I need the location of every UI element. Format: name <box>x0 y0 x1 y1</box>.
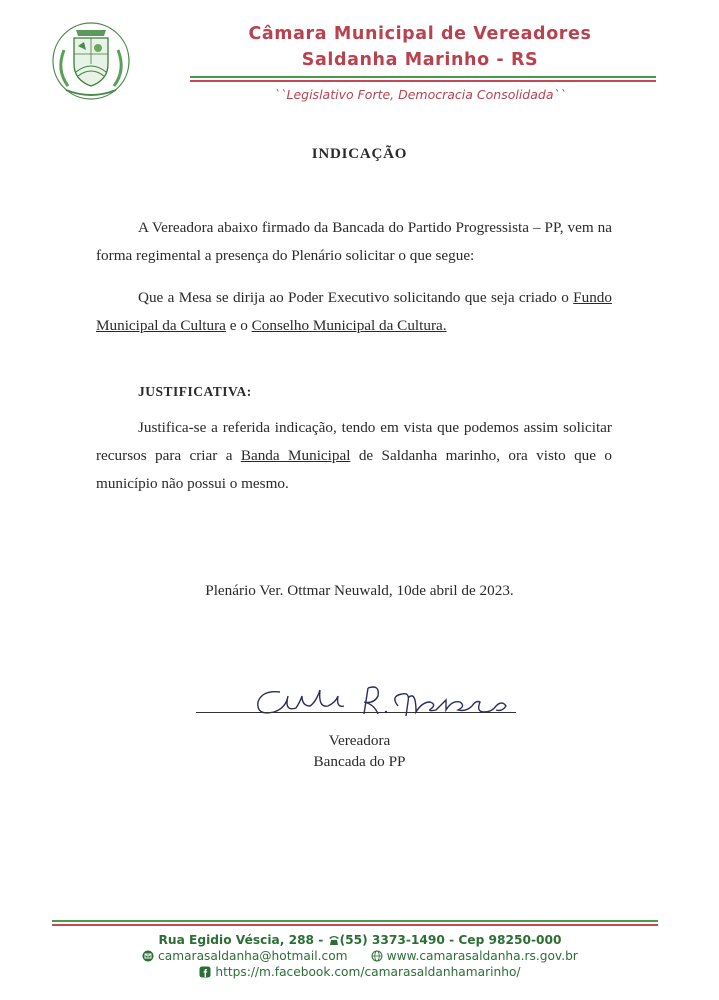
footer-facebook-line <box>40 965 680 979</box>
facebook-icon <box>199 966 211 978</box>
signer-group: Bancada do PP <box>313 753 406 770</box>
header-rule-green <box>190 76 656 78</box>
signature-line <box>196 712 516 713</box>
signer-role: Vereadora <box>328 732 391 749</box>
email-icon <box>142 950 154 962</box>
request-paragraph <box>96 284 612 340</box>
request-text-start: Que a Mesa se dirija ao Poder Executivo solicitando que seja criado o <box>138 289 574 306</box>
motto: ``Legislativo Forte, Democracia Consolidada`` <box>274 87 566 102</box>
footer-rule-red <box>52 924 658 926</box>
org-name-line1: Câmara Municipal de Vereadores <box>248 24 592 44</box>
header-rule-red <box>190 80 656 82</box>
footer-address-line <box>40 933 680 947</box>
coat-of-arms-icon <box>50 20 132 102</box>
justification-text-start: Justifica-se a referida indicação, tendo em vista que podemos assim solicitar recursos para criar a <box>96 419 612 464</box>
request-text-mid: e o <box>225 317 252 334</box>
org-name-line2: Saldanha Marinho - RS <box>301 50 539 70</box>
website-text[interactable]: www.camarasaldanha.rs.gov.br <box>386 949 578 963</box>
handwritten-signature <box>240 672 530 724</box>
facebook-link[interactable]: https://m.facebook.com/camarasaldanhamarinho/ <box>215 965 521 979</box>
footer-rule-green <box>52 920 658 922</box>
globe-icon <box>371 950 383 962</box>
fundo-municipal-text: Fundo Municipal da Cultura <box>96 289 612 334</box>
phone-icon <box>328 934 340 946</box>
document-title: INDICAÇÃO <box>311 146 408 162</box>
justification-paragraph <box>96 414 612 498</box>
justification-heading: JUSTIFICATIVA: <box>138 384 252 399</box>
conselho-municipal-text: Conselho Municipal da Cultura. <box>251 317 447 334</box>
phone-text: (55) 3373-1490 - Cep 98250-000 <box>339 933 562 947</box>
justification-text-end: de Saldanha marinho, ora visto que o município não possui o mesmo. <box>96 447 612 492</box>
intro-paragraph <box>96 214 612 270</box>
banda-municipal-text: Banda Municipal <box>240 447 351 464</box>
date-line: Plenário Ver. Ottmar Neuwald, 10de abril de 2023. <box>205 582 514 599</box>
intro-text: A Vereadora abaixo firmado da Bancada do Partido Progressista – PP, vem na forma regimental a presença do Plenário solicitar o que segue: <box>96 219 612 264</box>
email-text[interactable]: camarasaldanha@hotmail.com <box>158 949 348 963</box>
footer-contact-line <box>40 949 680 963</box>
address-text: Rua Egidio Véscia, 288 - <box>158 933 328 947</box>
